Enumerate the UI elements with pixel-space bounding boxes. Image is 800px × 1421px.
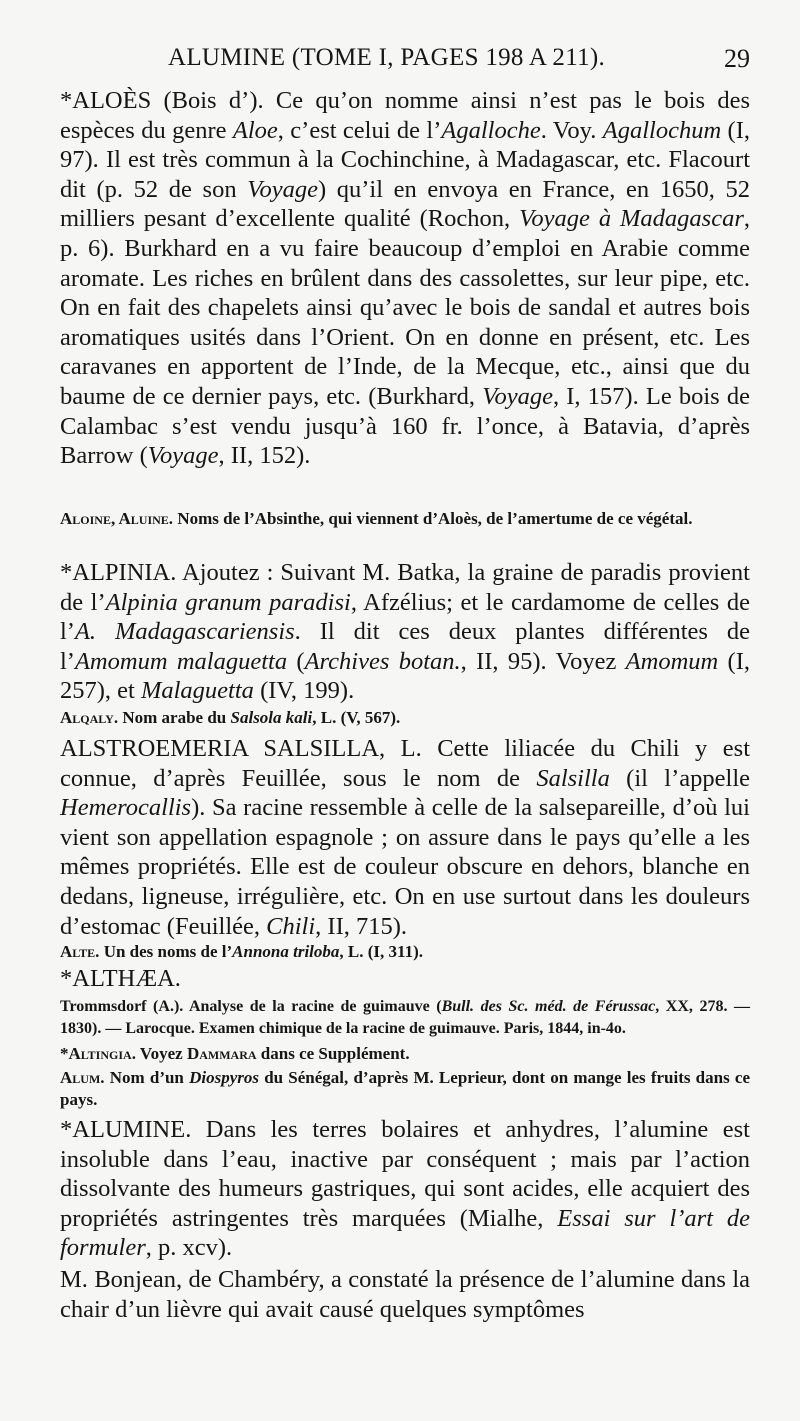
text-run: , II, 715). bbox=[315, 912, 408, 940]
entry-alumine bbox=[60, 1115, 750, 1263]
text-run: , c’est celui de l’ bbox=[277, 116, 442, 144]
italic-run: Salsola kali bbox=[230, 708, 313, 727]
text-run: *ALOÈS (Bois d’). Ce qu’on nomme ainsi n’est pas le bois des espèces du genre bbox=[60, 87, 750, 144]
entry-trommsdorf bbox=[60, 996, 750, 1040]
italic-run: Voyage bbox=[247, 175, 318, 203]
entry-aloine bbox=[60, 508, 750, 530]
small-caps-run: Altingia. bbox=[68, 1044, 136, 1063]
entry-aloes bbox=[60, 86, 750, 471]
text-run: , II, 95). Voyez bbox=[460, 647, 626, 675]
text-run: *ALUMINE. Dans les terres bolaires et anhydres, l’alumine est insoluble dans l’eau, inactive par conséquent ; mais par l’action dissolvante des humeurs gastriques, qui sont acides, elle acquiert des propriétés astringentes très marquées (Mialhe, bbox=[60, 1116, 750, 1232]
italic-run: Amomum bbox=[625, 647, 719, 675]
entry-alum bbox=[60, 1067, 750, 1111]
text-run: Nom d’un bbox=[104, 1068, 190, 1087]
italic-run: Alpinia granum paradisi bbox=[105, 588, 351, 616]
text-run: , L. (I, 311). bbox=[339, 942, 423, 961]
italic-run: Amomum malaguetta bbox=[74, 647, 288, 675]
text-run: , p. xcv). bbox=[145, 1234, 233, 1262]
text-run: (I, 97). Il est très commun à la Cochinchine, à Madagascar, etc. Flacourt dit (p. 52 de son bbox=[60, 116, 750, 203]
italic-run: Agallochum bbox=[602, 116, 722, 144]
small-caps-run: Alqaly. bbox=[60, 708, 119, 727]
text-run: Un des noms de l’ bbox=[99, 942, 233, 961]
italic-run: Archives botan. bbox=[304, 647, 461, 675]
text-run: (I, 257), et bbox=[60, 647, 750, 705]
page-number: 29 bbox=[724, 44, 750, 73]
entry-alpinia bbox=[60, 558, 750, 706]
entry-althaea bbox=[60, 964, 750, 994]
text-run: Trommsdorf (A.). Analyse de la racine de guimauve ( bbox=[60, 998, 442, 1015]
text-run: * bbox=[60, 1044, 69, 1063]
text-run: (il l’appelle bbox=[609, 764, 750, 792]
italic-run: Voyage bbox=[147, 442, 219, 470]
entry-alstroemeria bbox=[60, 734, 750, 941]
text-run: du Sénégal, d’après M. Leprieur, dont on mange les fruits dans ce pays. bbox=[60, 1068, 750, 1109]
italic-run: A. Madagascariensis bbox=[74, 618, 295, 646]
small-caps-run: Alte. bbox=[60, 942, 100, 961]
running-title: ALUMINE (TOME I, PAGES 198 A 211). bbox=[168, 44, 606, 71]
text-run: , II, 152). bbox=[218, 442, 311, 470]
entry-altingia bbox=[60, 1043, 750, 1065]
small-caps-run: Aloine, Aluine. bbox=[60, 509, 174, 528]
text-run: Voyez bbox=[135, 1044, 187, 1063]
entry-alte bbox=[60, 941, 750, 963]
italic-run: Diospyros bbox=[189, 1068, 259, 1087]
small-caps-run: Dammara bbox=[186, 1044, 257, 1063]
text-run: ) qu’il en envoya en France, en 1650, 52 milliers pesant d’excellente qualité (Rochon, bbox=[60, 175, 750, 233]
text-run: ALSTROEMERIA SALSILLA, L. Cette liliacée du Chili y est connue, d’après Feuillée, sous le nom de bbox=[60, 735, 750, 792]
text-run: , XX, 278. — 1830). — Larocque. Examen chimique de la racine de guimauve. Paris, 1844, in-4o. bbox=[60, 998, 751, 1037]
italic-run: Salsilla bbox=[536, 764, 610, 792]
entry-bonjean bbox=[60, 1265, 750, 1324]
text-run: *ALPINIA. Ajoutez : Suivant M. Batka, la graine de paradis provient de l’ bbox=[60, 559, 750, 616]
italic-run: Annona triloba bbox=[232, 942, 340, 961]
italic-run: Chili bbox=[266, 912, 316, 940]
text-run: , L. (V, 567). bbox=[312, 708, 401, 727]
running-header bbox=[60, 44, 750, 84]
italic-run: Essai sur l’art de formuler bbox=[60, 1204, 750, 1262]
text-run: dans ce Supplément. bbox=[256, 1044, 410, 1063]
italic-run: Voyage à Madagascar bbox=[519, 205, 744, 233]
italic-run: Bull. des Sc. méd. de Férussac bbox=[441, 998, 656, 1015]
entry-alqaly bbox=[60, 707, 750, 729]
text-run: . Il dit ces deux plantes différentes de l’ bbox=[60, 618, 751, 675]
text-run: Nom arabe du bbox=[118, 708, 231, 727]
text-run: . Voy. bbox=[540, 116, 603, 144]
text-run: , p. 6). Burkhard en a vu faire beaucoup d’emploi en Arabie comme aromate. Les riches en brûlent dans des cassolettes, sur leur pipe, etc. On en fait des chapelets ainsi qu’avec le bois de sandal et autres bois aromatiques usités dans l’Orient. On en donne en présent, etc. Les caravanes en apportent de l’Inde, de la Mecque, etc., ainsi que du baume de ce dernier pays, etc. (Burkhard, bbox=[60, 205, 750, 410]
italic-run: Aloe bbox=[232, 116, 278, 144]
text-run: ). Sa racine ressemble à celle de la salsepareille, d’où lui vient son appellation espagnole ; on assure dans le pays qu’elle a les mêmes propriétés. Elle est de couleur obscure en dehors, blanche en dedans, ligneuse, irrégulière, etc. On en use surtout dans les douleurs d’estomac (Feuillée, bbox=[60, 794, 750, 940]
italic-run: Malaguetta bbox=[140, 677, 254, 705]
italic-run: Voyage bbox=[482, 382, 553, 410]
small-caps-run: Alum. bbox=[60, 1068, 105, 1087]
text-run: Noms de l’Absinthe, qui viennent d’Aloès, de l’amertume de ce végétal. bbox=[173, 509, 693, 528]
italic-run: Agalloche bbox=[441, 116, 541, 144]
text-run: (IV, 199). bbox=[253, 677, 355, 705]
text-run: *ALTHÆA. bbox=[60, 965, 181, 992]
text-run: ( bbox=[287, 647, 305, 675]
text-run: , Afzélius; et le cardamome de celles de l’ bbox=[60, 588, 750, 646]
text-run: M. Bonjean, de Chambéry, a constaté la présence de l’alumine dans la chair d’un lièvre qui avait causé quelques symptômes bbox=[60, 1266, 750, 1323]
text-run: , I, 157). Le bois de Calambac s’est vendu jusqu’à 160 fr. l’once, à Batavia, d’après Barrow ( bbox=[60, 382, 750, 470]
italic-run: Hemerocallis bbox=[60, 794, 192, 822]
